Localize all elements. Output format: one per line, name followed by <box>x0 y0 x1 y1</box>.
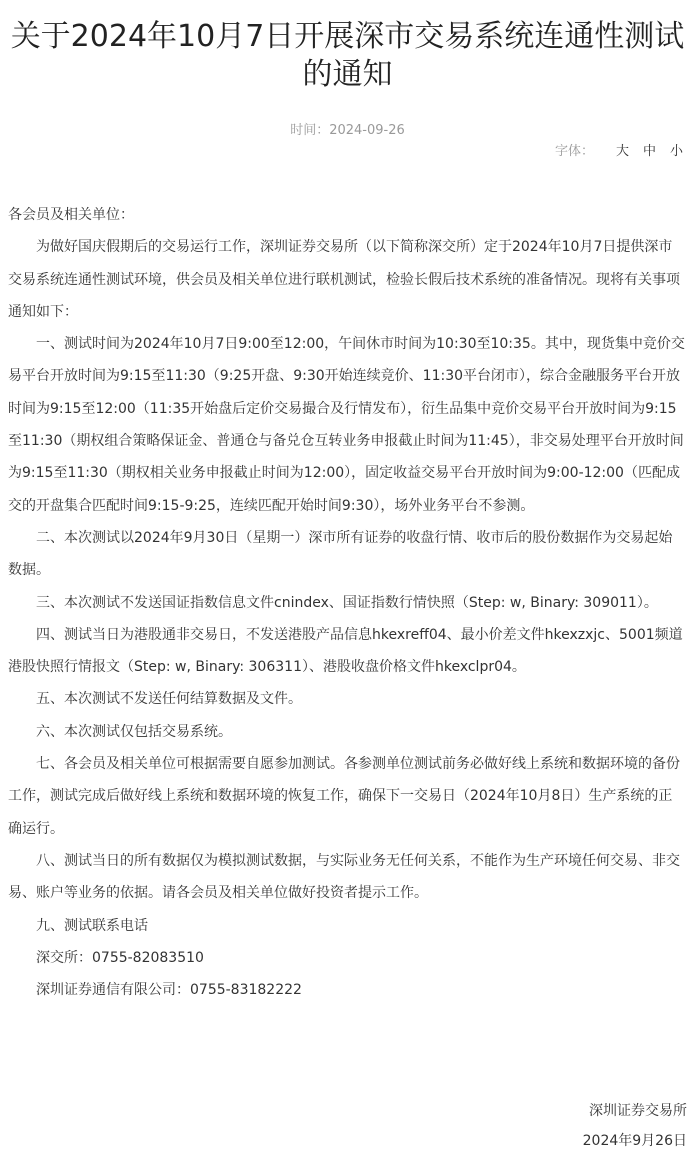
font-size-medium-button[interactable]: 中 <box>642 144 656 159</box>
font-size-small-button[interactable]: 小 <box>669 144 683 159</box>
font-size-large-button[interactable]: 大 <box>615 144 629 159</box>
item-7-paragraph: 七、各会员及相关单位可根据需要自愿参加测试。各参测单位测试前务必做好线上系统和数据环境的备份工作，测试完成后做好线上系统和数据环境的恢复工作，确保下一交易日（2024年10月8日）生产系统的正确运行。 <box>8 756 680 837</box>
contact-sscc: 深圳证券通信有限公司：0755-83182222 <box>36 982 302 999</box>
article-body <box>8 199 686 1006</box>
item-5-paragraph: 五、本次测试不发送任何结算数据及文件。 <box>36 691 302 708</box>
page-title: 关于2024年10月7日开展深市交易系统连通性测试的通知 <box>10 19 685 92</box>
publish-meta <box>0 119 695 138</box>
item-4-paragraph: 四、测试当日为港股通非交易日，不发送港股产品信息hkexreff04、最小价差文件hkexzxjc、5001频道港股快照行情报文（Step: w, Binary: 306311）、港股收盘价格文件hkexclpr04。 <box>8 626 683 676</box>
item-3-paragraph: 三、本次测试不发送国证指数信息文件cnindex、国证指数行情快照（Step: w, Binary: 309011）。 <box>36 594 658 611</box>
signature-block <box>583 1096 687 1156</box>
contact-szse: 深交所：0755-82083510 <box>36 949 204 966</box>
signature-org: 深圳证券交易所 <box>589 1103 687 1119</box>
time-label: 时间： <box>290 123 330 138</box>
item-8-paragraph: 八、测试当日的所有数据仅为模拟测试数据，与实际业务无任何关系，不能作为生产环境任何交易、非交易、账户等业务的依据。请各会员及相关单位做好投资者提示工作。 <box>8 852 680 902</box>
signature-date: 2024年9月26日 <box>582 1133 687 1149</box>
item-6-paragraph: 六、本次测试仅包括交易系统。 <box>36 723 232 740</box>
item-2-paragraph: 二、本次测试以2024年9月30日（星期一）深市所有证券的收盘行情、收市后的股份数据作为交易起始数据。 <box>8 529 673 579</box>
item-1-paragraph: 一、测试时间为2024年10月7日9:00至12:00，午间休市时间为10:30至10:35。其中，现货集中竞价交易平台开放时间为9:15至11:30（9:25开盘、9:30开始连续竞价、11:30平台闭市），综合金融服务平台开放时间为9:15至12:00（11:35开始盘后定价交易撮合及行情发布），衍生品集中竞价交易平台开放时间为9:15至11:30（期权组合策略保证金、普通仓与备兑仓互转业务申报截止时间为11:45），非交易处理平台开放时间为9:15至11:30（期权相关业务申报截止时间为12:00），固定收益交易平台开放时间为9:00-12:00（匹配成交的开盘集合匹配时间9:15-9:25，连续匹配开始时间9:30），场外业务平台不参测。 <box>8 336 685 514</box>
item-9-paragraph: 九、测试联系电话 <box>36 917 148 934</box>
font-size-label: 字体： <box>554 144 594 159</box>
salutation: 各会员及相关单位： <box>8 207 134 223</box>
font-size-switcher <box>555 140 683 159</box>
intro-paragraph: 为做好国庆假期后的交易运行工作，深圳证券交易所（以下简称深交所）定于2024年10月7日提供深市交易系统连通性测试环境，供会员及相关单位进行联机测试，检验长假后技术系统的准备情况。现将有关事项通知如下： <box>8 239 680 320</box>
publish-date: 2024-09-26 <box>329 123 405 138</box>
